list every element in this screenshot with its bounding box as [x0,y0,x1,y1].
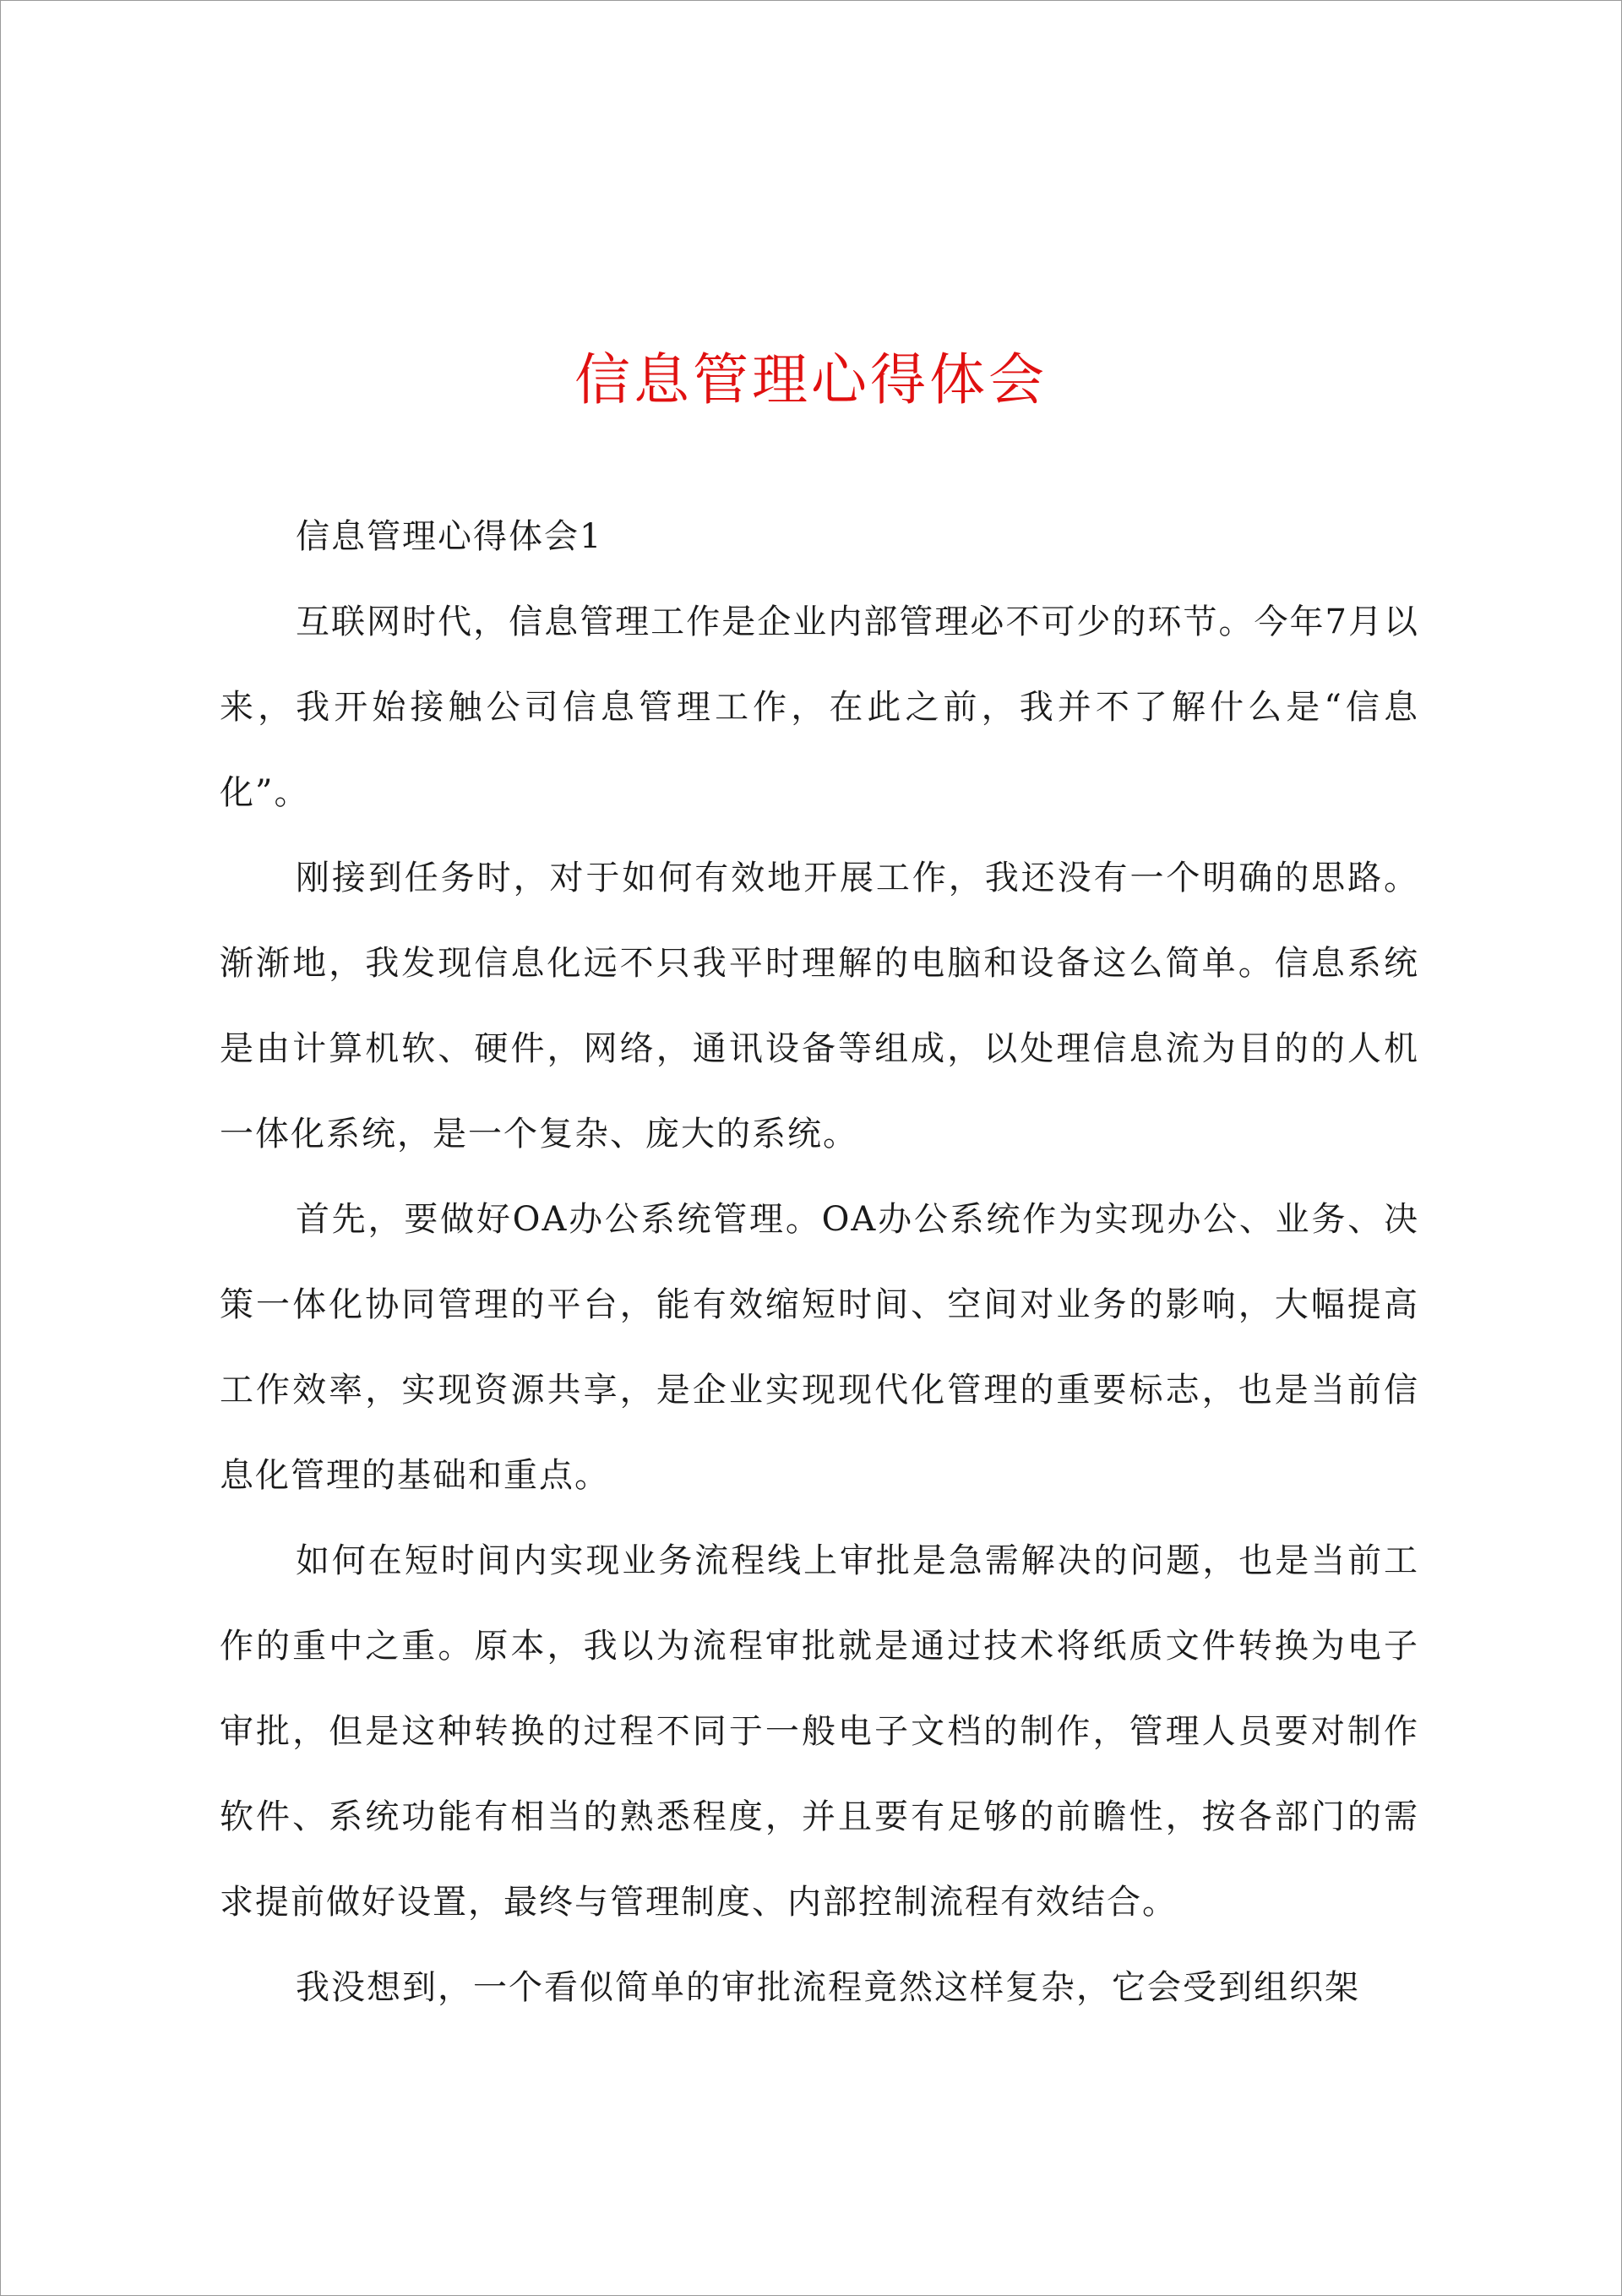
section-heading: 信息管理心得体会1 [296,517,603,556]
paragraph-4: 如何在短时间内实现业务流程线上审批是急需解决的问题，也是当前工作的重中之重。原本，我以为流程审批就是通过技术将纸质文件转换为电子审批，但是这种转换的过程不同于一般电子文档的制作，管理人员要对制作软件、系统功能有相当的熟悉程度，并且要有足够的前瞻性，按各部门的需求提前做好设置，最终与管理制度、内部控制流程有效结合。 [220,1541,1419,1922]
paragraph-2: 刚接到任务时，对于如何有效地开展工作，我还没有一个明确的思路。渐渐地，我发现信息化远不只我平时理解的电脑和设备这么简单。信息系统是由计算机软、硬件，网络，通讯设备等组成，以处理信息流为目的的人机一体化系统，是一个复杂、庞大的系统。 [220,859,1419,1153]
document-title: 信息管理心得体会 [574,347,1048,412]
document-body [220,494,1419,2031]
paragraph-1: 互联网时代，信息管理工作是企业内部管理必不可少的环节。今年7月以来，我开始接触公司信息管理工作，在此之前，我并不了解什么是“信息化”。 [220,603,1419,812]
paragraph-5: 我没想到，一个看似简单的审批流程竟然这样复杂，它会受到组织架 [296,1968,1360,2007]
paragraph-3: 首先，要做好OA办公系统管理。OA办公系统作为实现办公、业务、决策一体化协同管理的平台，能有效缩短时间、空间对业务的影响，大幅提高工作效率，实现资源共享，是企业实现现代化管理的重要标志，也是当前信息化管理的基础和重点。 [220,1200,1419,1495]
